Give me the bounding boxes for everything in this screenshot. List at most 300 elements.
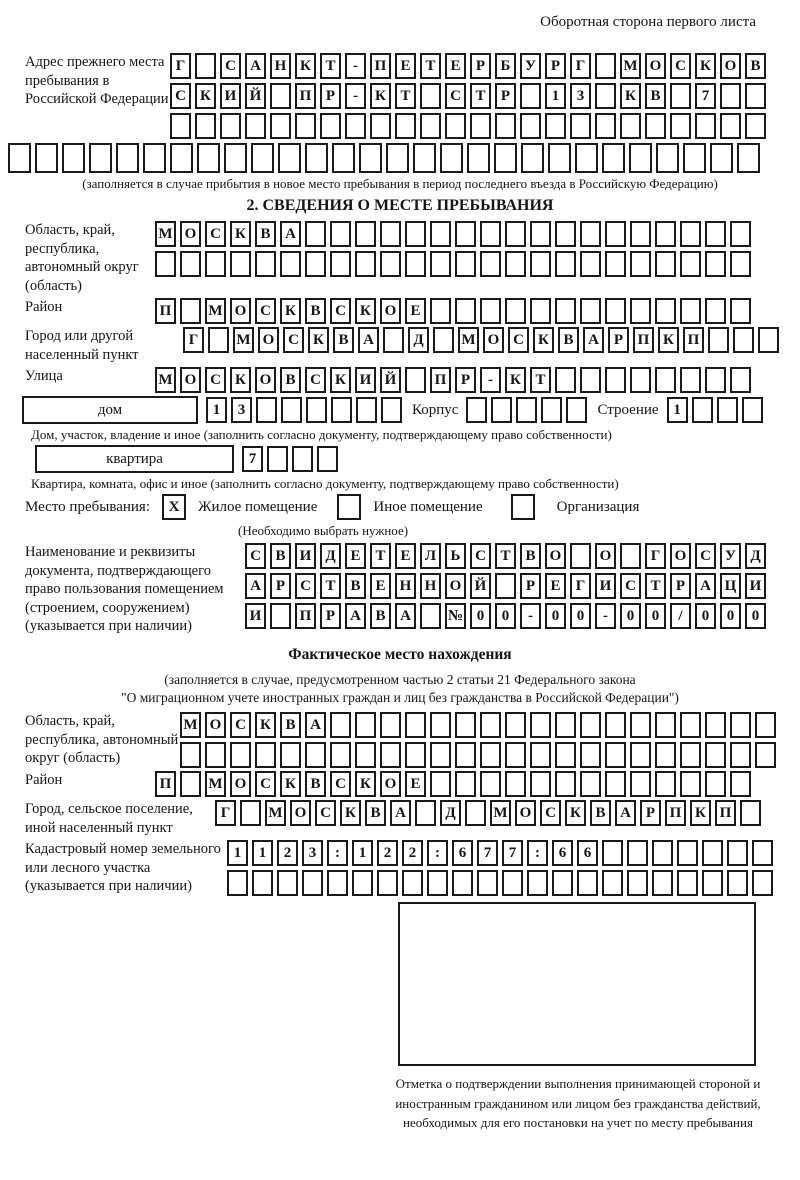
char-box[interactable]: [305, 221, 326, 247]
char-box[interactable]: [370, 113, 391, 139]
char-box[interactable]: [8, 143, 31, 173]
char-box[interactable]: [705, 221, 726, 247]
char-box[interactable]: П: [370, 53, 391, 79]
char-box[interactable]: П: [155, 298, 176, 324]
char-box[interactable]: В: [590, 800, 611, 826]
checkbox-other-premises[interactable]: [337, 494, 361, 520]
char-box[interactable]: А: [345, 603, 366, 629]
char-box[interactable]: [197, 143, 220, 173]
char-box[interactable]: [267, 446, 288, 472]
char-box[interactable]: Р: [320, 83, 341, 109]
char-box[interactable]: [245, 113, 266, 139]
char-box[interactable]: [430, 298, 451, 324]
char-box[interactable]: /: [670, 603, 691, 629]
char-box[interactable]: Г: [170, 53, 191, 79]
char-box[interactable]: [752, 870, 773, 896]
char-box[interactable]: К: [658, 327, 679, 353]
char-box[interactable]: Т: [320, 573, 341, 599]
char-box[interactable]: И: [355, 367, 376, 393]
char-box[interactable]: Е: [395, 543, 416, 569]
char-box[interactable]: П: [295, 603, 316, 629]
char-box[interactable]: О: [380, 771, 401, 797]
char-box[interactable]: [420, 113, 441, 139]
char-box[interactable]: [705, 367, 726, 393]
char-box[interactable]: [627, 840, 648, 866]
char-box[interactable]: Е: [370, 573, 391, 599]
char-box[interactable]: [705, 771, 726, 797]
char-box[interactable]: Д: [320, 543, 341, 569]
char-box[interactable]: Р: [670, 573, 691, 599]
char-box[interactable]: [530, 712, 551, 738]
char-box[interactable]: А: [280, 221, 301, 247]
char-box[interactable]: [352, 870, 373, 896]
char-box[interactable]: Р: [470, 53, 491, 79]
char-box[interactable]: А: [615, 800, 636, 826]
char-box[interactable]: [330, 742, 351, 768]
char-box[interactable]: С: [315, 800, 336, 826]
char-box[interactable]: [758, 327, 779, 353]
char-box[interactable]: :: [527, 840, 548, 866]
char-box[interactable]: [605, 221, 626, 247]
char-box[interactable]: А: [305, 712, 326, 738]
char-box[interactable]: [502, 870, 523, 896]
char-box[interactable]: [717, 397, 738, 423]
char-box[interactable]: О: [290, 800, 311, 826]
char-box[interactable]: [555, 298, 576, 324]
char-box[interactable]: [495, 113, 516, 139]
char-box[interactable]: Е: [345, 543, 366, 569]
char-box[interactable]: Р: [270, 573, 291, 599]
char-box[interactable]: [730, 367, 751, 393]
char-box[interactable]: И: [595, 573, 616, 599]
char-box[interactable]: Т: [645, 573, 666, 599]
char-box[interactable]: [545, 113, 566, 139]
char-box[interactable]: [708, 327, 729, 353]
char-box[interactable]: [270, 83, 291, 109]
char-box[interactable]: [520, 113, 541, 139]
char-box[interactable]: [480, 742, 501, 768]
char-box[interactable]: [580, 712, 601, 738]
char-box[interactable]: [345, 113, 366, 139]
char-box[interactable]: [720, 113, 741, 139]
korpus-row[interactable]: [466, 397, 591, 423]
char-box[interactable]: [652, 870, 673, 896]
char-box[interactable]: [440, 143, 463, 173]
char-box[interactable]: [430, 742, 451, 768]
char-box[interactable]: Г: [183, 327, 204, 353]
char-box[interactable]: [630, 771, 651, 797]
char-box[interactable]: [727, 870, 748, 896]
char-box[interactable]: [480, 712, 501, 738]
char-box[interactable]: [331, 397, 352, 423]
char-box[interactable]: Р: [545, 53, 566, 79]
char-box[interactable]: 7: [477, 840, 498, 866]
char-box[interactable]: К: [195, 83, 216, 109]
char-box[interactable]: [555, 367, 576, 393]
char-box[interactable]: [730, 298, 751, 324]
char-box[interactable]: [356, 397, 377, 423]
char-box[interactable]: [680, 742, 701, 768]
char-box[interactable]: [143, 143, 166, 173]
char-box[interactable]: [755, 712, 776, 738]
char-box[interactable]: Р: [320, 603, 341, 629]
char-box[interactable]: [445, 113, 466, 139]
char-box[interactable]: М: [205, 771, 226, 797]
char-box[interactable]: А: [583, 327, 604, 353]
char-box[interactable]: С: [255, 298, 276, 324]
char-box[interactable]: О: [483, 327, 504, 353]
char-box[interactable]: [655, 712, 676, 738]
char-box[interactable]: Н: [270, 53, 291, 79]
char-box[interactable]: К: [370, 83, 391, 109]
char-box[interactable]: [292, 446, 313, 472]
char-box[interactable]: [455, 771, 476, 797]
char-box[interactable]: А: [245, 53, 266, 79]
char-box[interactable]: К: [340, 800, 361, 826]
char-box[interactable]: 7: [502, 840, 523, 866]
char-box[interactable]: [630, 298, 651, 324]
char-box[interactable]: [555, 742, 576, 768]
char-box[interactable]: [255, 742, 276, 768]
char-box[interactable]: О: [670, 543, 691, 569]
char-box[interactable]: [280, 251, 301, 277]
char-box[interactable]: [680, 367, 701, 393]
char-box[interactable]: [595, 113, 616, 139]
char-box[interactable]: 2: [377, 840, 398, 866]
char-box[interactable]: Т: [395, 83, 416, 109]
char-box[interactable]: [505, 712, 526, 738]
char-box[interactable]: [413, 143, 436, 173]
char-box[interactable]: К: [690, 800, 711, 826]
char-box[interactable]: [470, 113, 491, 139]
char-box[interactable]: [580, 771, 601, 797]
prev-address-row-1[interactable]: [170, 53, 770, 79]
char-box[interactable]: [477, 870, 498, 896]
char-box[interactable]: [495, 573, 516, 599]
char-box[interactable]: С: [205, 221, 226, 247]
char-box[interactable]: [595, 53, 616, 79]
char-box[interactable]: О: [230, 298, 251, 324]
char-box[interactable]: [295, 113, 316, 139]
char-box[interactable]: [427, 870, 448, 896]
char-box[interactable]: [680, 251, 701, 277]
document-row-3[interactable]: [245, 603, 770, 629]
char-box[interactable]: [255, 251, 276, 277]
char-box[interactable]: С: [305, 367, 326, 393]
char-box[interactable]: [280, 742, 301, 768]
char-box[interactable]: Н: [395, 573, 416, 599]
char-box[interactable]: П: [295, 83, 316, 109]
char-box[interactable]: 1: [227, 840, 248, 866]
char-box[interactable]: [256, 397, 277, 423]
char-box[interactable]: [655, 298, 676, 324]
char-box[interactable]: М: [458, 327, 479, 353]
char-box[interactable]: О: [230, 771, 251, 797]
char-box[interactable]: Е: [445, 53, 466, 79]
char-box[interactable]: О: [445, 573, 466, 599]
char-box[interactable]: [452, 870, 473, 896]
char-box[interactable]: О: [180, 367, 201, 393]
char-box[interactable]: [555, 712, 576, 738]
char-box[interactable]: [630, 221, 651, 247]
char-box[interactable]: Т: [320, 53, 341, 79]
char-box[interactable]: [705, 251, 726, 277]
char-box[interactable]: Г: [215, 800, 236, 826]
char-box[interactable]: О: [180, 221, 201, 247]
char-box[interactable]: К: [565, 800, 586, 826]
char-box[interactable]: П: [155, 771, 176, 797]
char-box[interactable]: [710, 143, 733, 173]
char-box[interactable]: П: [430, 367, 451, 393]
char-box[interactable]: К: [505, 367, 526, 393]
char-box[interactable]: П: [665, 800, 686, 826]
char-box[interactable]: Д: [408, 327, 429, 353]
char-box[interactable]: [605, 367, 626, 393]
char-box[interactable]: [627, 870, 648, 896]
char-box[interactable]: [505, 221, 526, 247]
char-box[interactable]: [702, 840, 723, 866]
char-box[interactable]: [380, 712, 401, 738]
char-box[interactable]: [380, 221, 401, 247]
char-box[interactable]: [680, 221, 701, 247]
char-box[interactable]: [377, 870, 398, 896]
char-box[interactable]: 1: [206, 397, 227, 423]
char-box[interactable]: 2: [402, 840, 423, 866]
char-box[interactable]: Е: [405, 298, 426, 324]
char-box[interactable]: [527, 870, 548, 896]
char-box[interactable]: [405, 221, 426, 247]
char-box[interactable]: [595, 83, 616, 109]
char-box[interactable]: 1: [667, 397, 688, 423]
char-box[interactable]: [692, 397, 713, 423]
document-row-2[interactable]: [245, 573, 770, 599]
char-box[interactable]: [302, 870, 323, 896]
char-box[interactable]: [455, 712, 476, 738]
char-box[interactable]: Е: [545, 573, 566, 599]
char-box[interactable]: А: [390, 800, 411, 826]
char-box[interactable]: Т: [370, 543, 391, 569]
char-box[interactable]: [521, 143, 544, 173]
char-box[interactable]: М: [490, 800, 511, 826]
char-box[interactable]: 3: [302, 840, 323, 866]
char-box[interactable]: Ь: [445, 543, 466, 569]
apartment-number-row[interactable]: [242, 446, 342, 472]
char-box[interactable]: [605, 742, 626, 768]
char-box[interactable]: [605, 251, 626, 277]
char-box[interactable]: [430, 251, 451, 277]
char-box[interactable]: [570, 113, 591, 139]
char-box[interactable]: [195, 113, 216, 139]
char-box[interactable]: С: [540, 800, 561, 826]
char-box[interactable]: [455, 298, 476, 324]
char-box[interactable]: [420, 83, 441, 109]
char-box[interactable]: [281, 397, 302, 423]
fact-region-row-2[interactable]: [180, 742, 780, 768]
char-box[interactable]: [602, 840, 623, 866]
char-box[interactable]: [494, 143, 517, 173]
char-box[interactable]: -: [480, 367, 501, 393]
char-box[interactable]: М: [155, 367, 176, 393]
house-number-row[interactable]: [206, 397, 406, 423]
char-box[interactable]: М: [620, 53, 641, 79]
char-box[interactable]: С: [620, 573, 641, 599]
fact-district-row[interactable]: [155, 771, 755, 797]
char-box[interactable]: Й: [470, 573, 491, 599]
char-box[interactable]: К: [230, 367, 251, 393]
char-box[interactable]: :: [327, 840, 348, 866]
char-box[interactable]: [630, 367, 651, 393]
char-box[interactable]: К: [280, 771, 301, 797]
apartment-type-box[interactable]: квартира: [35, 445, 234, 473]
char-box[interactable]: Т: [530, 367, 551, 393]
char-box[interactable]: [317, 446, 338, 472]
char-box[interactable]: 0: [695, 603, 716, 629]
char-box[interactable]: [205, 742, 226, 768]
char-box[interactable]: Р: [608, 327, 629, 353]
stroenie-row[interactable]: [667, 397, 767, 423]
char-box[interactable]: [730, 771, 751, 797]
char-box[interactable]: [580, 221, 601, 247]
char-box[interactable]: 0: [470, 603, 491, 629]
char-box[interactable]: Д: [745, 543, 766, 569]
char-box[interactable]: С: [295, 573, 316, 599]
char-box[interactable]: [656, 143, 679, 173]
char-box[interactable]: К: [355, 771, 376, 797]
char-box[interactable]: О: [255, 367, 276, 393]
char-box[interactable]: С: [205, 367, 226, 393]
char-box[interactable]: Р: [640, 800, 661, 826]
char-box[interactable]: В: [365, 800, 386, 826]
char-box[interactable]: [730, 712, 751, 738]
char-box[interactable]: С: [695, 543, 716, 569]
char-box[interactable]: [745, 113, 766, 139]
char-box[interactable]: [555, 771, 576, 797]
char-box[interactable]: [652, 840, 673, 866]
char-box[interactable]: [505, 298, 526, 324]
char-box[interactable]: К: [295, 53, 316, 79]
char-box[interactable]: О: [645, 53, 666, 79]
char-box[interactable]: [170, 113, 191, 139]
char-box[interactable]: [555, 251, 576, 277]
char-box[interactable]: [359, 143, 382, 173]
char-box[interactable]: 6: [552, 840, 573, 866]
prev-address-row-4[interactable]: [8, 143, 800, 173]
char-box[interactable]: Н: [420, 573, 441, 599]
char-box[interactable]: [227, 870, 248, 896]
char-box[interactable]: [605, 771, 626, 797]
house-type-box[interactable]: дом: [22, 396, 198, 424]
char-box[interactable]: [720, 83, 741, 109]
char-box[interactable]: [305, 742, 326, 768]
char-box[interactable]: 3: [570, 83, 591, 109]
char-box[interactable]: [505, 251, 526, 277]
char-box[interactable]: [680, 712, 701, 738]
char-box[interactable]: [680, 771, 701, 797]
char-box[interactable]: [575, 143, 598, 173]
char-box[interactable]: И: [245, 603, 266, 629]
char-box[interactable]: С: [283, 327, 304, 353]
char-box[interactable]: 3: [231, 397, 252, 423]
char-box[interactable]: 0: [745, 603, 766, 629]
char-box[interactable]: [670, 83, 691, 109]
char-box[interactable]: П: [683, 327, 704, 353]
char-box[interactable]: С: [470, 543, 491, 569]
char-box[interactable]: 1: [545, 83, 566, 109]
prev-address-row-3[interactable]: [170, 113, 770, 139]
char-box[interactable]: [602, 870, 623, 896]
char-box[interactable]: К: [355, 298, 376, 324]
char-box[interactable]: В: [520, 543, 541, 569]
char-box[interactable]: [62, 143, 85, 173]
char-box[interactable]: [530, 742, 551, 768]
char-box[interactable]: [355, 251, 376, 277]
char-box[interactable]: -: [345, 83, 366, 109]
char-box[interactable]: Г: [645, 543, 666, 569]
char-box[interactable]: В: [280, 712, 301, 738]
char-box[interactable]: В: [645, 83, 666, 109]
char-box[interactable]: К: [255, 712, 276, 738]
char-box[interactable]: В: [280, 367, 301, 393]
char-box[interactable]: [705, 712, 726, 738]
char-box[interactable]: [480, 771, 501, 797]
char-box[interactable]: [530, 221, 551, 247]
char-box[interactable]: [405, 367, 426, 393]
char-box[interactable]: [695, 113, 716, 139]
char-box[interactable]: [555, 221, 576, 247]
char-box[interactable]: -: [345, 53, 366, 79]
char-box[interactable]: [580, 251, 601, 277]
char-box[interactable]: В: [345, 573, 366, 599]
char-box[interactable]: [655, 367, 676, 393]
char-box[interactable]: И: [745, 573, 766, 599]
char-box[interactable]: [355, 221, 376, 247]
char-box[interactable]: К: [308, 327, 329, 353]
char-box[interactable]: А: [245, 573, 266, 599]
char-box[interactable]: В: [305, 298, 326, 324]
char-box[interactable]: [680, 298, 701, 324]
region-row-1[interactable]: [155, 221, 755, 247]
char-box[interactable]: [35, 143, 58, 173]
char-box[interactable]: [251, 143, 274, 173]
char-box[interactable]: 7: [695, 83, 716, 109]
char-box[interactable]: [278, 143, 301, 173]
char-box[interactable]: С: [670, 53, 691, 79]
fact-region-row-1[interactable]: [180, 712, 780, 738]
char-box[interactable]: [620, 543, 641, 569]
char-box[interactable]: [455, 742, 476, 768]
char-box[interactable]: [580, 367, 601, 393]
char-box[interactable]: К: [533, 327, 554, 353]
char-box[interactable]: К: [695, 53, 716, 79]
char-box[interactable]: [305, 143, 328, 173]
char-box[interactable]: И: [295, 543, 316, 569]
char-box[interactable]: [570, 543, 591, 569]
char-box[interactable]: В: [255, 221, 276, 247]
char-box[interactable]: [230, 742, 251, 768]
char-box[interactable]: [116, 143, 139, 173]
char-box[interactable]: [433, 327, 454, 353]
char-box[interactable]: 0: [720, 603, 741, 629]
char-box[interactable]: [455, 221, 476, 247]
char-box[interactable]: [727, 840, 748, 866]
char-box[interactable]: [415, 800, 436, 826]
char-box[interactable]: [655, 251, 676, 277]
char-box[interactable]: Р: [495, 83, 516, 109]
char-box[interactable]: 0: [620, 603, 641, 629]
char-box[interactable]: [705, 298, 726, 324]
char-box[interactable]: Е: [395, 53, 416, 79]
char-box[interactable]: Д: [440, 800, 461, 826]
